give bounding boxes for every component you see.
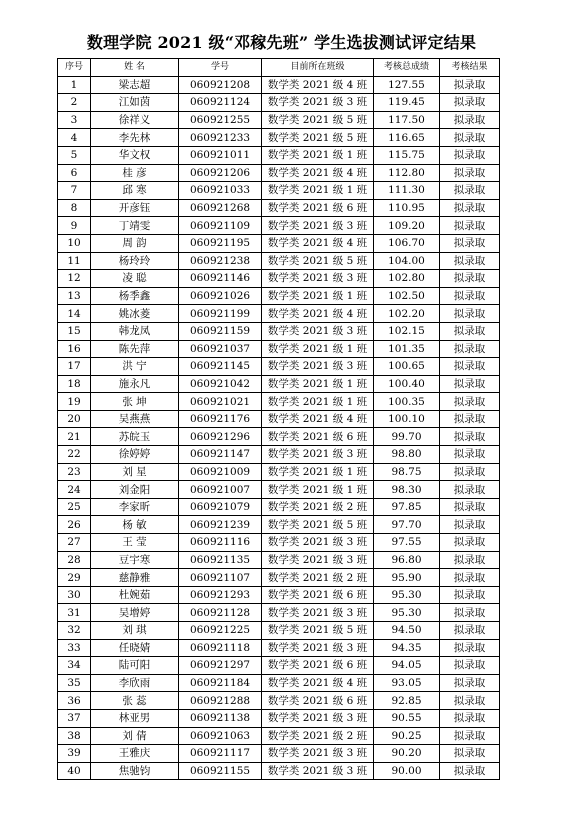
total-score: 102.80 bbox=[374, 270, 440, 288]
student-name: 韩龙凤 bbox=[91, 322, 179, 340]
total-score: 100.40 bbox=[374, 375, 440, 393]
row-index: 22 bbox=[58, 446, 91, 464]
row-index: 18 bbox=[58, 375, 91, 393]
total-score: 100.35 bbox=[374, 393, 440, 411]
current-class: 数学类 2021 级 5 班 bbox=[262, 516, 374, 534]
row-index: 11 bbox=[58, 252, 91, 270]
row-index: 1 bbox=[58, 76, 91, 94]
current-class: 数学类 2021 级 3 班 bbox=[262, 745, 374, 763]
table-row bbox=[58, 234, 500, 252]
student-name: 张 坤 bbox=[91, 393, 179, 411]
row-index: 23 bbox=[58, 463, 91, 481]
table-row bbox=[58, 516, 500, 534]
result: 拟录取 bbox=[440, 428, 500, 446]
table-row bbox=[58, 410, 500, 428]
student-id: 060921255 bbox=[179, 111, 262, 129]
result: 拟录取 bbox=[440, 463, 500, 481]
current-class: 数学类 2021 级 1 班 bbox=[262, 393, 374, 411]
result: 拟录取 bbox=[440, 534, 500, 552]
row-index: 36 bbox=[58, 692, 91, 710]
result: 拟录取 bbox=[440, 692, 500, 710]
row-index: 10 bbox=[58, 234, 91, 252]
current-class: 数学类 2021 级 5 班 bbox=[262, 111, 374, 129]
student-name: 李先林 bbox=[91, 129, 179, 147]
current-class: 数学类 2021 级 2 班 bbox=[262, 727, 374, 745]
student-id: 060921293 bbox=[179, 586, 262, 604]
result: 拟录取 bbox=[440, 551, 500, 569]
total-score: 90.25 bbox=[374, 727, 440, 745]
total-score: 90.55 bbox=[374, 709, 440, 727]
student-id: 060921208 bbox=[179, 76, 262, 94]
row-index: 33 bbox=[58, 639, 91, 657]
table-row bbox=[58, 375, 500, 393]
result: 拟录取 bbox=[440, 76, 500, 94]
student-name: 姚冰菱 bbox=[91, 305, 179, 323]
current-class: 数学类 2021 级 6 班 bbox=[262, 199, 374, 217]
student-id: 060921007 bbox=[179, 481, 262, 499]
student-name: 王雅庆 bbox=[91, 745, 179, 763]
row-index: 39 bbox=[58, 745, 91, 763]
row-index: 8 bbox=[58, 199, 91, 217]
total-score: 98.75 bbox=[374, 463, 440, 481]
student-id: 060921176 bbox=[179, 410, 262, 428]
current-class: 数学类 2021 级 3 班 bbox=[262, 358, 374, 376]
table-row bbox=[58, 762, 500, 780]
row-index: 38 bbox=[58, 727, 91, 745]
current-class: 数学类 2021 级 1 班 bbox=[262, 481, 374, 499]
result: 拟录取 bbox=[440, 481, 500, 499]
student-name: 王 莹 bbox=[91, 534, 179, 552]
table-row bbox=[58, 463, 500, 481]
total-score: 102.15 bbox=[374, 322, 440, 340]
row-index: 17 bbox=[58, 358, 91, 376]
result: 拟录取 bbox=[440, 94, 500, 112]
row-index: 21 bbox=[58, 428, 91, 446]
table-row bbox=[58, 586, 500, 604]
total-score: 102.20 bbox=[374, 305, 440, 323]
total-score: 94.50 bbox=[374, 622, 440, 640]
current-class: 数学类 2021 级 6 班 bbox=[262, 657, 374, 675]
total-score: 106.70 bbox=[374, 234, 440, 252]
table-row bbox=[58, 76, 500, 94]
current-class: 数学类 2021 级 3 班 bbox=[262, 604, 374, 622]
current-class: 数学类 2021 级 4 班 bbox=[262, 164, 374, 182]
student-id: 060921117 bbox=[179, 745, 262, 763]
result: 拟录取 bbox=[440, 657, 500, 675]
student-name: 李家昕 bbox=[91, 498, 179, 516]
total-score: 97.70 bbox=[374, 516, 440, 534]
student-name: 陈先萍 bbox=[91, 340, 179, 358]
total-score: 98.30 bbox=[374, 481, 440, 499]
table-row bbox=[58, 551, 500, 569]
student-id: 060921124 bbox=[179, 94, 262, 112]
current-class: 数学类 2021 级 1 班 bbox=[262, 146, 374, 164]
student-name: 李欣雨 bbox=[91, 674, 179, 692]
table-row bbox=[58, 692, 500, 710]
total-score: 94.05 bbox=[374, 657, 440, 675]
student-id: 060921033 bbox=[179, 182, 262, 200]
result: 拟录取 bbox=[440, 393, 500, 411]
student-name: 吴燕燕 bbox=[91, 410, 179, 428]
table-row bbox=[58, 305, 500, 323]
result: 拟录取 bbox=[440, 745, 500, 763]
student-id: 060921135 bbox=[179, 551, 262, 569]
result: 拟录取 bbox=[440, 182, 500, 200]
student-name: 刘 琪 bbox=[91, 622, 179, 640]
row-index: 31 bbox=[58, 604, 91, 622]
student-name: 林亚男 bbox=[91, 709, 179, 727]
row-index: 26 bbox=[58, 516, 91, 534]
student-name: 焦驰钧 bbox=[91, 762, 179, 780]
current-class: 数学类 2021 级 4 班 bbox=[262, 410, 374, 428]
row-index: 29 bbox=[58, 569, 91, 587]
result: 拟录取 bbox=[440, 516, 500, 534]
student-id: 060921296 bbox=[179, 428, 262, 446]
student-id: 060921128 bbox=[179, 604, 262, 622]
total-score: 127.55 bbox=[374, 76, 440, 94]
row-index: 35 bbox=[58, 674, 91, 692]
table-row bbox=[58, 111, 500, 129]
student-name: 杨 敏 bbox=[91, 516, 179, 534]
table-row bbox=[58, 287, 500, 305]
student-id: 060921116 bbox=[179, 534, 262, 552]
student-name: 慈静雅 bbox=[91, 569, 179, 587]
current-class: 数学类 2021 级 1 班 bbox=[262, 287, 374, 305]
total-score: 117.50 bbox=[374, 111, 440, 129]
row-index: 2 bbox=[58, 94, 91, 112]
row-index: 16 bbox=[58, 340, 91, 358]
student-id: 060921199 bbox=[179, 305, 262, 323]
table-row bbox=[58, 657, 500, 675]
student-id: 060921195 bbox=[179, 234, 262, 252]
student-id: 060921021 bbox=[179, 393, 262, 411]
total-score: 116.65 bbox=[374, 129, 440, 147]
result: 拟录取 bbox=[440, 498, 500, 516]
result: 拟录取 bbox=[440, 217, 500, 235]
total-score: 94.35 bbox=[374, 639, 440, 657]
result: 拟录取 bbox=[440, 146, 500, 164]
result: 拟录取 bbox=[440, 410, 500, 428]
header-current-class: 目前所在班级 bbox=[262, 59, 374, 77]
current-class: 数学类 2021 级 4 班 bbox=[262, 76, 374, 94]
current-class: 数学类 2021 级 3 班 bbox=[262, 762, 374, 780]
table-row bbox=[58, 199, 500, 217]
current-class: 数学类 2021 级 1 班 bbox=[262, 340, 374, 358]
student-id: 060921011 bbox=[179, 146, 262, 164]
result: 拟录取 bbox=[440, 164, 500, 182]
current-class: 数学类 2021 级 3 班 bbox=[262, 94, 374, 112]
student-id: 060921238 bbox=[179, 252, 262, 270]
student-name: 梁志超 bbox=[91, 76, 179, 94]
student-id: 060921138 bbox=[179, 709, 262, 727]
table-row bbox=[58, 639, 500, 657]
student-name: 邱 寒 bbox=[91, 182, 179, 200]
student-id: 060921146 bbox=[179, 270, 262, 288]
student-id: 060921009 bbox=[179, 463, 262, 481]
row-index: 34 bbox=[58, 657, 91, 675]
table-row bbox=[58, 498, 500, 516]
current-class: 数学类 2021 级 5 班 bbox=[262, 622, 374, 640]
table-row bbox=[58, 534, 500, 552]
row-index: 13 bbox=[58, 287, 91, 305]
table-row bbox=[58, 358, 500, 376]
result: 拟录取 bbox=[440, 287, 500, 305]
student-id: 060921155 bbox=[179, 762, 262, 780]
row-index: 24 bbox=[58, 481, 91, 499]
result: 拟录取 bbox=[440, 586, 500, 604]
result: 拟录取 bbox=[440, 727, 500, 745]
result: 拟录取 bbox=[440, 340, 500, 358]
table-row bbox=[58, 340, 500, 358]
result: 拟录取 bbox=[440, 709, 500, 727]
total-score: 119.45 bbox=[374, 94, 440, 112]
row-index: 15 bbox=[58, 322, 91, 340]
student-id: 060921233 bbox=[179, 129, 262, 147]
student-id: 060921297 bbox=[179, 657, 262, 675]
student-name: 刘金阳 bbox=[91, 481, 179, 499]
result: 拟录取 bbox=[440, 446, 500, 464]
header-name: 姓 名 bbox=[91, 59, 179, 77]
row-index: 37 bbox=[58, 709, 91, 727]
current-class: 数学类 2021 级 6 班 bbox=[262, 692, 374, 710]
total-score: 115.75 bbox=[374, 146, 440, 164]
table-row bbox=[58, 322, 500, 340]
student-id: 060921037 bbox=[179, 340, 262, 358]
row-index: 19 bbox=[58, 393, 91, 411]
student-name: 洪 宁 bbox=[91, 358, 179, 376]
table-row bbox=[58, 745, 500, 763]
table-row bbox=[58, 270, 500, 288]
total-score: 93.05 bbox=[374, 674, 440, 692]
row-index: 4 bbox=[58, 129, 91, 147]
total-score: 95.90 bbox=[374, 569, 440, 587]
table-body bbox=[58, 76, 500, 780]
total-score: 97.55 bbox=[374, 534, 440, 552]
current-class: 数学类 2021 级 5 班 bbox=[262, 129, 374, 147]
row-index: 14 bbox=[58, 305, 91, 323]
student-id: 060921147 bbox=[179, 446, 262, 464]
student-id: 060921206 bbox=[179, 164, 262, 182]
student-name: 周 韵 bbox=[91, 234, 179, 252]
result: 拟录取 bbox=[440, 674, 500, 692]
header-student-id: 学号 bbox=[179, 59, 262, 77]
current-class: 数学类 2021 级 1 班 bbox=[262, 375, 374, 393]
result: 拟录取 bbox=[440, 358, 500, 376]
total-score: 110.95 bbox=[374, 199, 440, 217]
row-index: 20 bbox=[58, 410, 91, 428]
student-name: 任晓婧 bbox=[91, 639, 179, 657]
student-name: 桂 彦 bbox=[91, 164, 179, 182]
student-name: 陆可阳 bbox=[91, 657, 179, 675]
result: 拟录取 bbox=[440, 322, 500, 340]
total-score: 90.00 bbox=[374, 762, 440, 780]
table-row bbox=[58, 182, 500, 200]
student-id: 060921145 bbox=[179, 358, 262, 376]
student-id: 060921042 bbox=[179, 375, 262, 393]
table-header-row bbox=[58, 59, 500, 77]
result: 拟录取 bbox=[440, 762, 500, 780]
student-id: 060921239 bbox=[179, 516, 262, 534]
current-class: 数学类 2021 级 6 班 bbox=[262, 586, 374, 604]
current-class: 数学类 2021 级 3 班 bbox=[262, 534, 374, 552]
total-score: 102.50 bbox=[374, 287, 440, 305]
student-name: 开彦钰 bbox=[91, 199, 179, 217]
total-score: 97.85 bbox=[374, 498, 440, 516]
table-row bbox=[58, 146, 500, 164]
total-score: 111.30 bbox=[374, 182, 440, 200]
result: 拟录取 bbox=[440, 569, 500, 587]
current-class: 数学类 2021 级 4 班 bbox=[262, 305, 374, 323]
total-score: 90.20 bbox=[374, 745, 440, 763]
current-class: 数学类 2021 级 4 班 bbox=[262, 674, 374, 692]
result: 拟录取 bbox=[440, 375, 500, 393]
total-score: 92.85 bbox=[374, 692, 440, 710]
current-class: 数学类 2021 级 5 班 bbox=[262, 252, 374, 270]
total-score: 100.65 bbox=[374, 358, 440, 376]
row-index: 9 bbox=[58, 217, 91, 235]
student-id: 060921107 bbox=[179, 569, 262, 587]
table-row bbox=[58, 709, 500, 727]
student-id: 060921118 bbox=[179, 639, 262, 657]
result: 拟录取 bbox=[440, 604, 500, 622]
row-index: 3 bbox=[58, 111, 91, 129]
current-class: 数学类 2021 级 3 班 bbox=[262, 639, 374, 657]
row-index: 25 bbox=[58, 498, 91, 516]
table-row bbox=[58, 446, 500, 464]
current-class: 数学类 2021 级 3 班 bbox=[262, 709, 374, 727]
current-class: 数学类 2021 级 2 班 bbox=[262, 498, 374, 516]
table-row bbox=[58, 252, 500, 270]
current-class: 数学类 2021 级 4 班 bbox=[262, 234, 374, 252]
student-id: 060921288 bbox=[179, 692, 262, 710]
table-row bbox=[58, 393, 500, 411]
table-row bbox=[58, 674, 500, 692]
row-index: 30 bbox=[58, 586, 91, 604]
row-index: 28 bbox=[58, 551, 91, 569]
header-result: 考核结果 bbox=[440, 59, 500, 77]
row-index: 6 bbox=[58, 164, 91, 182]
current-class: 数学类 2021 级 2 班 bbox=[262, 569, 374, 587]
table-row bbox=[58, 604, 500, 622]
document-title: 数理学院 2021 级“邓稼先班” 学生选拔测试评定结果 bbox=[86, 33, 477, 52]
current-class: 数学类 2021 级 3 班 bbox=[262, 322, 374, 340]
student-name: 杨季鑫 bbox=[91, 287, 179, 305]
student-id: 060921225 bbox=[179, 622, 262, 640]
student-name: 刘 倩 bbox=[91, 727, 179, 745]
table-row bbox=[58, 622, 500, 640]
student-id: 060921184 bbox=[179, 674, 262, 692]
result: 拟录取 bbox=[440, 199, 500, 217]
table-row bbox=[58, 428, 500, 446]
student-id: 060921268 bbox=[179, 199, 262, 217]
result: 拟录取 bbox=[440, 305, 500, 323]
total-score: 104.00 bbox=[374, 252, 440, 270]
student-name: 豆宇寒 bbox=[91, 551, 179, 569]
student-name: 施永凡 bbox=[91, 375, 179, 393]
current-class: 数学类 2021 级 3 班 bbox=[262, 270, 374, 288]
current-class: 数学类 2021 级 6 班 bbox=[262, 428, 374, 446]
result: 拟录取 bbox=[440, 252, 500, 270]
result: 拟录取 bbox=[440, 129, 500, 147]
student-name: 华文权 bbox=[91, 146, 179, 164]
result: 拟录取 bbox=[440, 622, 500, 640]
table-row bbox=[58, 481, 500, 499]
total-score: 112.80 bbox=[374, 164, 440, 182]
total-score: 98.80 bbox=[374, 446, 440, 464]
current-class: 数学类 2021 级 3 班 bbox=[262, 551, 374, 569]
result: 拟录取 bbox=[440, 270, 500, 288]
header-index: 序号 bbox=[58, 59, 91, 77]
table-row bbox=[58, 569, 500, 587]
results-table bbox=[57, 58, 500, 780]
result: 拟录取 bbox=[440, 111, 500, 129]
student-id: 060921063 bbox=[179, 727, 262, 745]
student-name: 丁靖雯 bbox=[91, 217, 179, 235]
student-name: 凌 聪 bbox=[91, 270, 179, 288]
result: 拟录取 bbox=[440, 234, 500, 252]
student-id: 060921109 bbox=[179, 217, 262, 235]
total-score: 96.80 bbox=[374, 551, 440, 569]
table-row bbox=[58, 129, 500, 147]
student-id: 060921079 bbox=[179, 498, 262, 516]
student-id: 060921026 bbox=[179, 287, 262, 305]
current-class: 数学类 2021 级 3 班 bbox=[262, 446, 374, 464]
total-score: 101.35 bbox=[374, 340, 440, 358]
student-name: 徐祥义 bbox=[91, 111, 179, 129]
header-total-score: 考核总成绩 bbox=[374, 59, 440, 77]
current-class: 数学类 2021 级 1 班 bbox=[262, 182, 374, 200]
table-row bbox=[58, 164, 500, 182]
table-row bbox=[58, 94, 500, 112]
total-score: 95.30 bbox=[374, 586, 440, 604]
student-name: 苏皖玉 bbox=[91, 428, 179, 446]
student-id: 060921159 bbox=[179, 322, 262, 340]
row-index: 12 bbox=[58, 270, 91, 288]
student-name: 徐婷婷 bbox=[91, 446, 179, 464]
current-class: 数学类 2021 级 1 班 bbox=[262, 463, 374, 481]
row-index: 5 bbox=[58, 146, 91, 164]
row-index: 40 bbox=[58, 762, 91, 780]
student-name: 江如茵 bbox=[91, 94, 179, 112]
student-name: 刘 星 bbox=[91, 463, 179, 481]
table-row bbox=[58, 727, 500, 745]
total-score: 95.30 bbox=[374, 604, 440, 622]
total-score: 100.10 bbox=[374, 410, 440, 428]
student-name: 吴增婷 bbox=[91, 604, 179, 622]
student-name: 张 蕊 bbox=[91, 692, 179, 710]
current-class: 数学类 2021 级 3 班 bbox=[262, 217, 374, 235]
student-name: 杨玲玲 bbox=[91, 252, 179, 270]
total-score: 109.20 bbox=[374, 217, 440, 235]
result: 拟录取 bbox=[440, 639, 500, 657]
table-row bbox=[58, 217, 500, 235]
row-index: 27 bbox=[58, 534, 91, 552]
total-score: 99.70 bbox=[374, 428, 440, 446]
row-index: 7 bbox=[58, 182, 91, 200]
student-name: 杜婉茹 bbox=[91, 586, 179, 604]
row-index: 32 bbox=[58, 622, 91, 640]
